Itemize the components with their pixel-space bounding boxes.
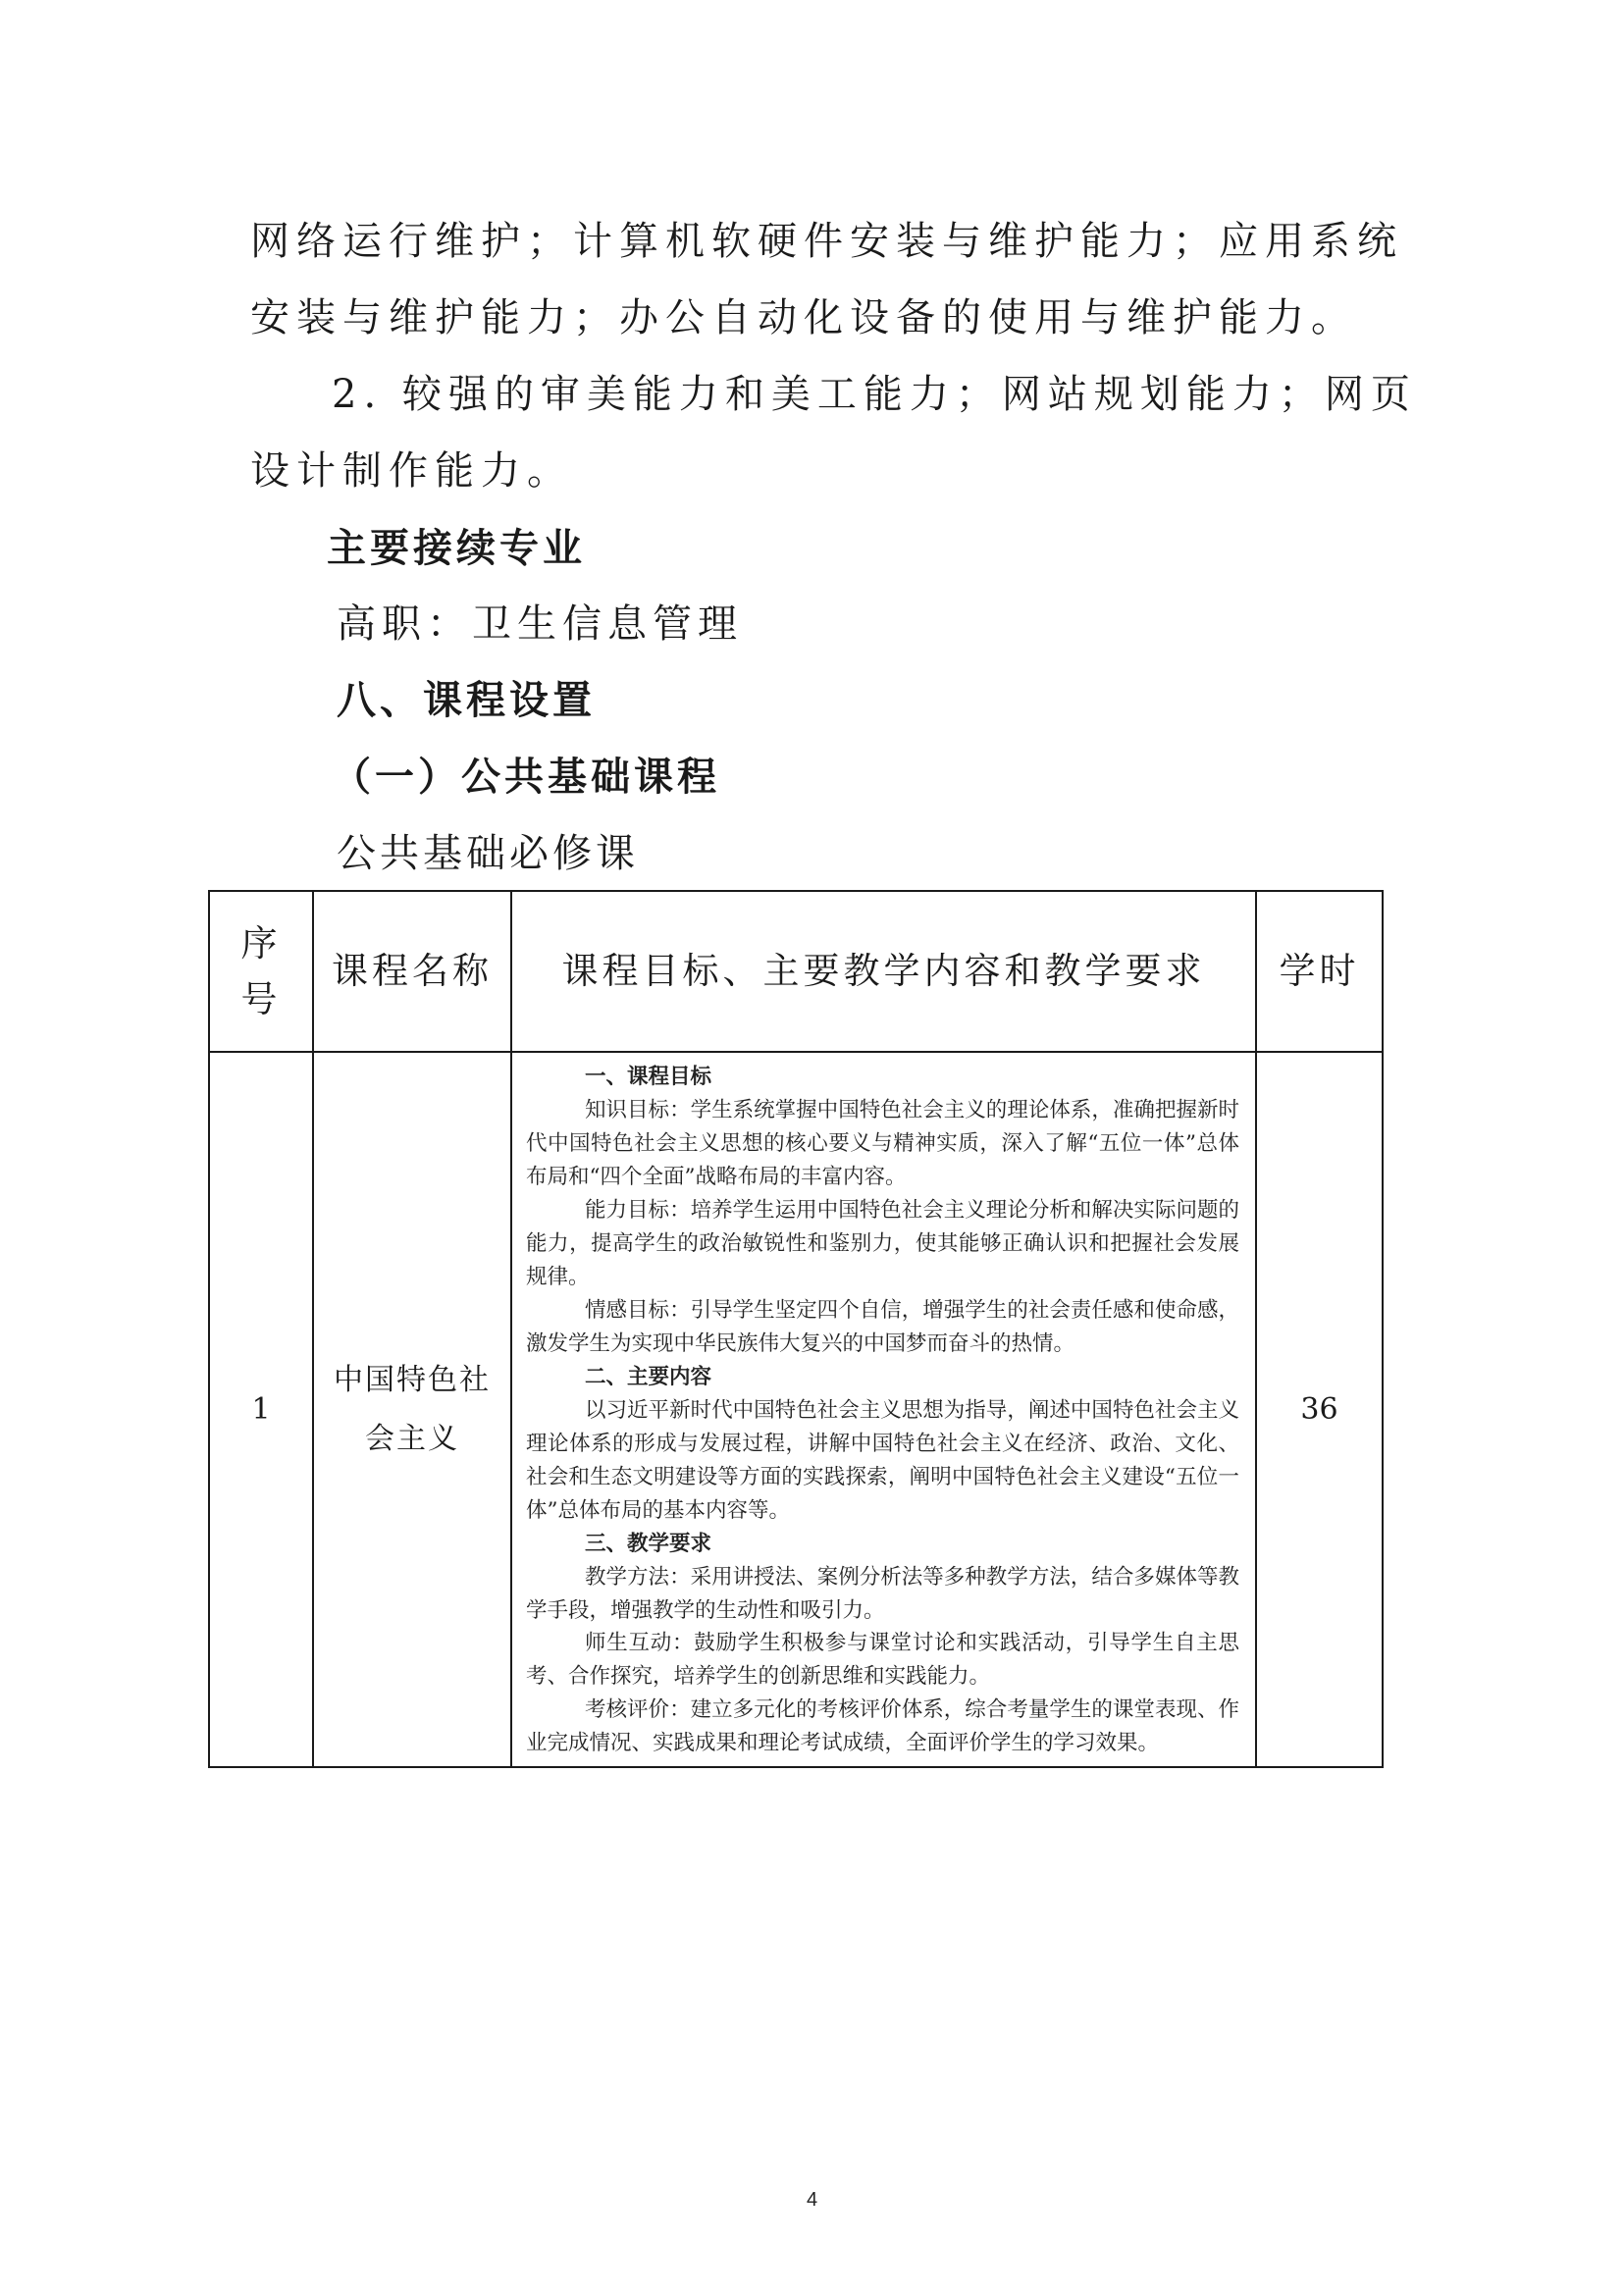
body-paragraph-line: 设计制作能力。 — [250, 448, 573, 494]
content-paragraph: 情感目标：引导学生坚定四个自信，增强学生的社会责任感和使命感，激发学生为实现中华民族伟大复兴的中国梦而奋斗的热情。 — [526, 1297, 1239, 1356]
body-paragraph-line: 网络运行维护；计算机软硬件安装与维护能力；应用系统 — [250, 219, 1403, 264]
body-paragraph-line: 安装与维护能力；办公自动化设备的使用与维护能力。 — [250, 295, 1357, 340]
header-course-content: 课程目标、主要教学内容和教学要求 — [511, 891, 1256, 1052]
section-title-main-content: 二、主要内容 — [585, 1364, 712, 1389]
heading-continuation-majors: 主要接续专业 — [327, 525, 586, 571]
heading-public-foundation-courses: （一）公共基础课程 — [332, 754, 720, 800]
course-table — [208, 890, 1384, 1768]
row-index: 1 — [209, 1052, 313, 1767]
table-header-row — [209, 891, 1383, 1052]
body-paragraph-line: 2. 较强的审美能力和美工能力；网站规划能力；网页 — [332, 372, 1417, 417]
table-row — [209, 1052, 1383, 1767]
content-paragraph: 考核评价：建立多元化的考核评价体系，综合考量学生的课堂表现、作业完成情况、实践成果和理论考试成绩，全面评价学生的学习效果。 — [526, 1697, 1239, 1756]
content-paragraph: 教学方法：采用讲授法、案例分析法等多种教学方法，结合多媒体等教学手段，增强教学的生动性和吸引力。 — [526, 1564, 1239, 1623]
subheading-required-courses: 公共基础必修课 — [337, 831, 639, 876]
page-number: 4 — [806, 2189, 818, 2211]
section-title-goals: 一、课程目标 — [585, 1065, 712, 1089]
continuation-majors-text: 高职：卫生信息管理 — [337, 601, 743, 647]
header-hours: 学时 — [1256, 891, 1383, 1052]
header-course-name: 课程名称 — [313, 891, 511, 1052]
row-hours: 36 — [1256, 1052, 1383, 1767]
content-paragraph: 知识目标：学生系统掌握中国特色社会主义的理论体系，准确把握新时代中国特色社会主义思想的核心要义与精神实质，深入了解“五位一体”总体布局和“四个全面”战略布局的丰富内容。 — [526, 1097, 1239, 1189]
header-index: 序号 — [209, 891, 313, 1052]
section-title-teaching-requirements: 三、教学要求 — [585, 1531, 712, 1556]
content-paragraph: 以习近平新时代中国特色社会主义思想为指导，阐述中国特色社会主义理论体系的形成与发展过程，讲解中国特色社会主义在经济、政治、文化、社会和生态文明建设等方面的实践探索，阐明中国特色社会主义建设“五位一体”总体布局的基本内容等。 — [526, 1397, 1239, 1523]
row-course-name: 中国特色社会主义 — [313, 1052, 511, 1767]
content-paragraph: 师生互动：鼓励学生积极参与课堂讨论和实践活动，引导学生自主思考、合作探究，培养学生的创新思维和实践能力。 — [526, 1631, 1239, 1690]
heading-course-setup: 八、课程设置 — [337, 677, 596, 723]
row-course-content — [511, 1052, 1256, 1767]
content-paragraph: 能力目标：培养学生运用中国特色社会主义理论分析和解决实际问题的能力，提高学生的政治敏锐性和鉴别力，使其能够正确认识和把握社会发展规律。 — [526, 1197, 1239, 1289]
